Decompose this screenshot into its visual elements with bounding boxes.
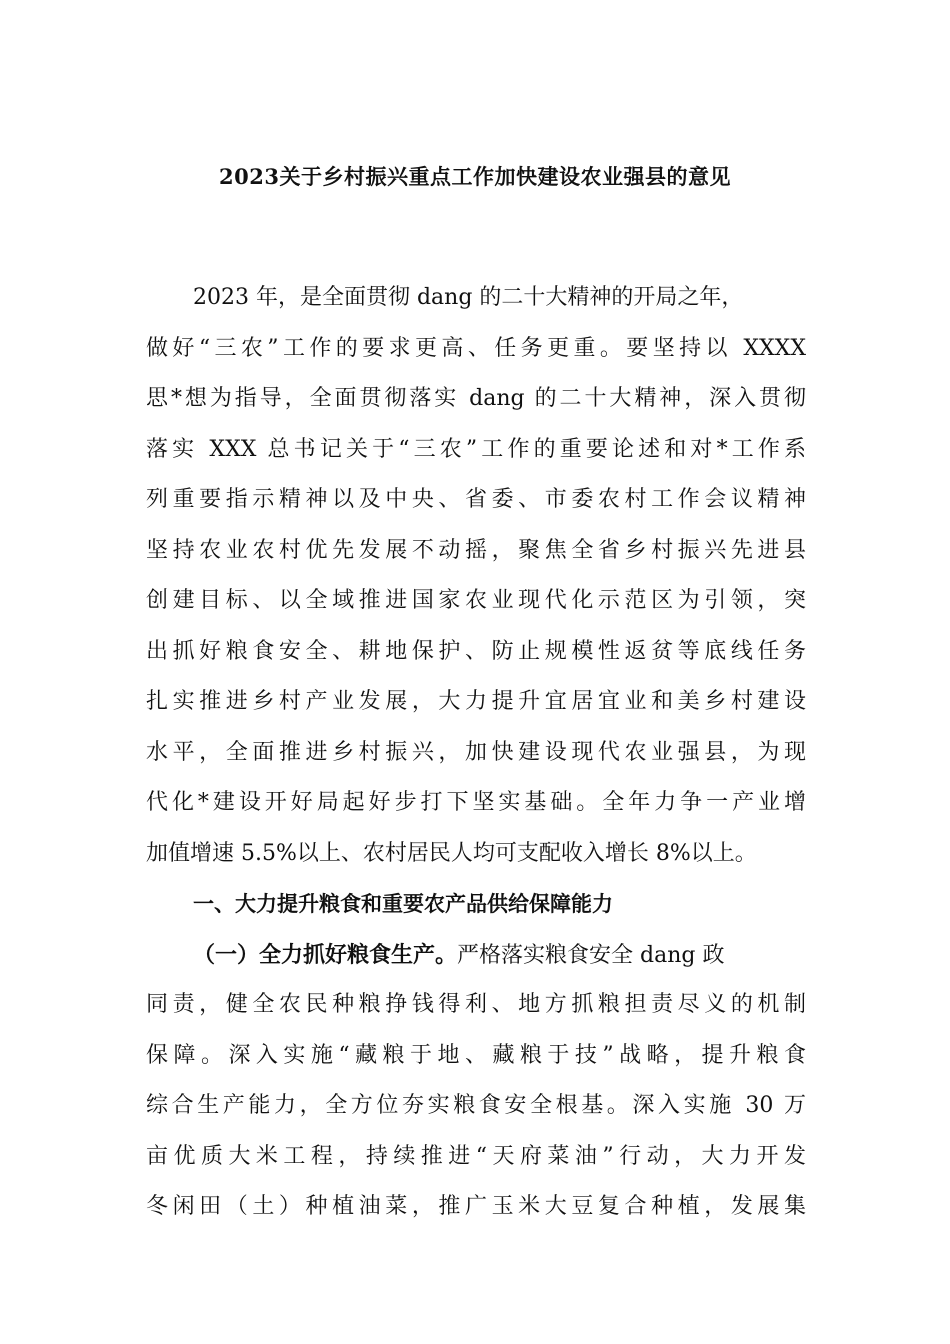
paragraph-line: 思*想为指导，全面贯彻落实 dang 的二十大精神，深入贯彻 [146, 386, 806, 411]
subsection-first-line [146, 937, 806, 988]
subsection-first-line-text: 严格落实粮食安全 dang 政 [457, 942, 725, 968]
paragraph-line: 扎实推进乡村产业发展，大力提升宜居宜业和美乡村建设 [146, 689, 806, 714]
paragraph-line: 落实 XXX 总书记关于“三农”工作的重要论述和对*工作系 [146, 436, 806, 462]
document-title: 2023关于乡村振兴重点工作加快建设农业强县的意见 [219, 164, 731, 189]
paragraph-line: 坚持农业农村优先发展不动摇，聚焦全省乡村振兴先进县 [146, 537, 806, 563]
paragraph-line: 保障。深入实施“藏粮于地、藏粮于技”战略，提升粮食 [146, 1042, 806, 1068]
paragraph-line: 出抓好粮食安全、耕地保护、防止规模性返贫等底线任务 [146, 638, 806, 664]
paragraph-line: 2023 年，是全面贯彻 dang 的二十大精神的开局之年， [193, 285, 744, 310]
paragraph-line: 水平，全面推进乡村振兴，加快建设现代农业强县，为现 [146, 739, 806, 765]
subsection-lead: （一）全力抓好粮食生产。 [193, 941, 458, 968]
paragraph-line: 做好“三农”工作的要求更高、任务更重。要坚持以 XXXX [146, 335, 806, 361]
paragraph-line: 同责，健全农民种粮挣钱得利、地方抓粮担责尽义的机制 [146, 992, 806, 1017]
paragraph-line: 亩优质大米工程，持续推进“天府菜油”行动，大力开发 [146, 1143, 806, 1169]
paragraph-line: 综合生产能力，全方位夯实粮食安全根基。深入实施 30 万 [146, 1093, 806, 1118]
paragraph-line: 创建目标、以全域推进国家农业现代化示范区为引领，突 [146, 588, 806, 613]
paragraph-line: 代化*建设开好局起好步打下坚实基础。全年力争一产业增 [146, 790, 806, 815]
paragraph-line: 冬闲田（土）种植油菜，推广玉米大豆复合种植，发展集 [146, 1194, 806, 1219]
paragraph-line: 列重要指示精神以及中央、省委、市委农村工作会议精神 [146, 487, 806, 512]
section-heading: 一、大力提升粮食和重要农产品供给保障能力 [193, 891, 613, 916]
paragraph-line: 加值增速 5.5%以上、农村居民人均可支配收入增长 8%以上。 [146, 840, 757, 866]
document-body [146, 280, 806, 1240]
